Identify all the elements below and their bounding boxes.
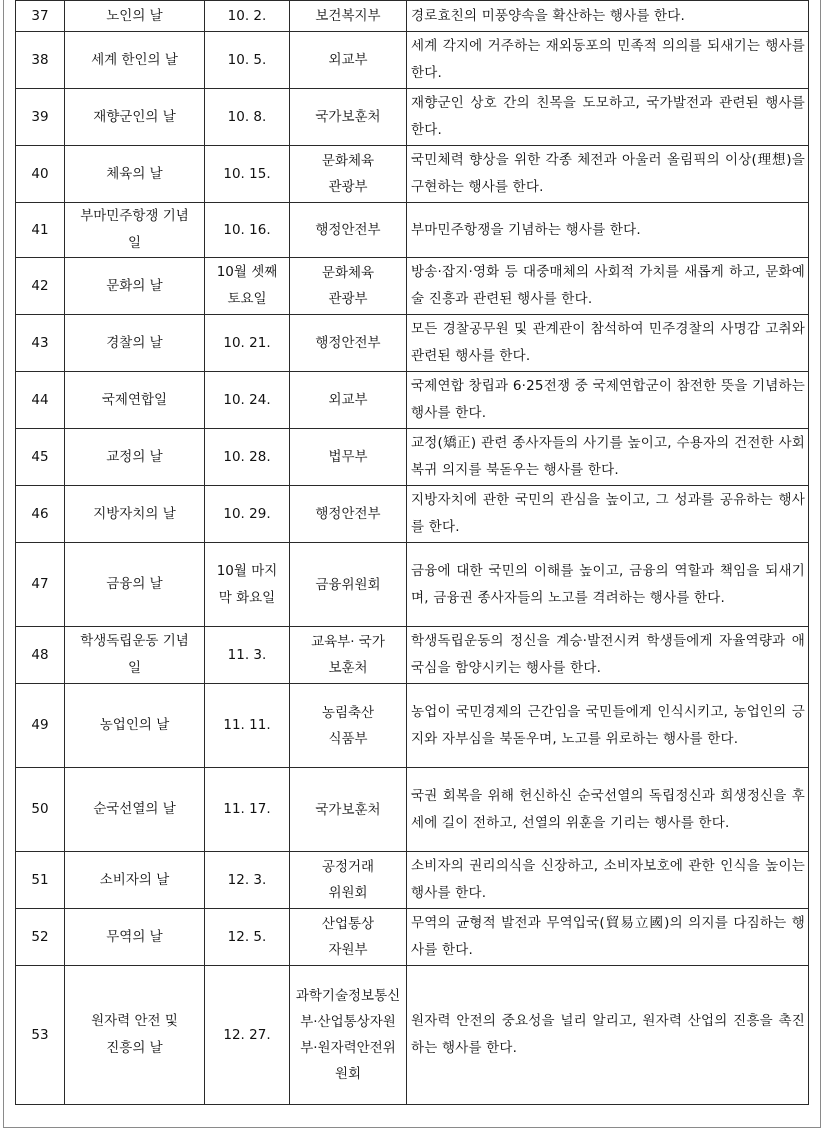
ministry-cell bbox=[290, 768, 407, 852]
day-date-cell bbox=[205, 909, 290, 966]
row-number: 44 bbox=[31, 391, 49, 408]
day-name-cell bbox=[65, 909, 205, 966]
day-date-cell bbox=[205, 372, 290, 429]
day-name-cell bbox=[65, 684, 205, 768]
table-row bbox=[16, 372, 809, 429]
ministry: 행정안전부 bbox=[315, 506, 381, 522]
ministry-cell bbox=[290, 203, 407, 258]
table-row bbox=[16, 627, 809, 684]
ministry-cell bbox=[290, 89, 407, 146]
day-date: 12. 3. bbox=[227, 871, 267, 888]
ministry: 문화체육 관광부 bbox=[321, 153, 375, 195]
table-row bbox=[16, 909, 809, 966]
day-date: 10월 셋째 토요일 bbox=[216, 264, 278, 307]
ministry: 법무부 bbox=[328, 449, 368, 465]
description: 부마민주항쟁을 기념하는 행사를 한다. bbox=[411, 221, 641, 238]
row-number-cell bbox=[16, 768, 65, 852]
description: 지방자치에 관한 국민의 관심을 높이고, 그 성과를 공유하는 행사를 한다. bbox=[411, 492, 805, 535]
day-date: 12. 27. bbox=[223, 1026, 271, 1043]
description: 국제연합 창립과 6·25전쟁 중 국제연합군이 참전한 뜻을 기념하는 행사를 한다. bbox=[411, 378, 805, 421]
description-cell bbox=[407, 1, 809, 32]
day-date-cell bbox=[205, 146, 290, 203]
day-name: 체육의 날 bbox=[106, 165, 163, 182]
row-number: 46 bbox=[31, 505, 49, 522]
row-number: 49 bbox=[31, 717, 49, 733]
row-number: 39 bbox=[31, 108, 49, 125]
ministry-cell bbox=[290, 429, 407, 486]
day-name-cell bbox=[65, 543, 205, 627]
commemoration-days-table bbox=[15, 0, 809, 1105]
ministry-cell bbox=[290, 372, 407, 429]
ministry-cell bbox=[290, 1, 407, 32]
row-number-cell bbox=[16, 258, 65, 315]
description-cell bbox=[407, 909, 809, 966]
description-cell bbox=[407, 486, 809, 543]
day-date: 10. 28. bbox=[223, 448, 271, 465]
table-row bbox=[16, 486, 809, 543]
ministry-cell bbox=[290, 966, 407, 1105]
description-cell bbox=[407, 315, 809, 372]
row-number-cell bbox=[16, 203, 65, 258]
description-cell bbox=[407, 258, 809, 315]
day-date: 10. 16. bbox=[223, 221, 271, 238]
row-number: 51 bbox=[31, 871, 49, 888]
table-row bbox=[16, 146, 809, 203]
day-name: 재향군인의 날 bbox=[93, 108, 176, 125]
ministry: 과학기술정보통신부·산업통상자원부·원자력안전위원회 bbox=[295, 988, 401, 1082]
row-number-cell bbox=[16, 146, 65, 203]
description: 국권 회복을 위해 헌신하신 순국선열의 독립정신과 희생정신을 후세에 길이 전하고, 선열의 위훈을 기리는 행사를 한다. bbox=[411, 787, 805, 831]
ministry: 행정안전부 bbox=[315, 335, 381, 351]
day-name: 문화의 날 bbox=[106, 277, 163, 294]
day-date: 11. 11. bbox=[223, 717, 271, 733]
ministry: 보건복지부 bbox=[315, 8, 381, 24]
day-name: 국제연합일 bbox=[101, 391, 168, 408]
row-number-cell bbox=[16, 32, 65, 89]
ministry: 공정거래 위원회 bbox=[321, 859, 375, 901]
row-number-cell bbox=[16, 1, 65, 32]
row-number: 42 bbox=[31, 277, 49, 294]
table-row bbox=[16, 1, 809, 32]
description: 학생독립운동의 정신을 계승·발전시켜 학생들에게 자율역량과 애국심을 함양시키는 행사를 한다. bbox=[411, 633, 805, 676]
day-date: 10월 마지막 화요일 bbox=[216, 562, 278, 606]
description-cell bbox=[407, 203, 809, 258]
day-name-cell bbox=[65, 429, 205, 486]
row-number-cell bbox=[16, 909, 65, 966]
table-row bbox=[16, 852, 809, 909]
ministry-cell bbox=[290, 315, 407, 372]
day-name-cell bbox=[65, 203, 205, 258]
day-date: 10. 15. bbox=[223, 165, 271, 182]
row-number-cell bbox=[16, 627, 65, 684]
day-date-cell bbox=[205, 486, 290, 543]
row-number-cell bbox=[16, 684, 65, 768]
ministry-cell bbox=[290, 486, 407, 543]
row-number: 45 bbox=[31, 448, 49, 465]
description-cell bbox=[407, 684, 809, 768]
ministry: 농림축산 식품부 bbox=[321, 704, 375, 747]
description-cell bbox=[407, 32, 809, 89]
day-date: 10. 21. bbox=[223, 334, 271, 351]
day-name-cell bbox=[65, 372, 205, 429]
day-name-cell bbox=[65, 852, 205, 909]
day-name-cell bbox=[65, 627, 205, 684]
day-date-cell bbox=[205, 258, 290, 315]
row-number-cell bbox=[16, 543, 65, 627]
day-date-cell bbox=[205, 852, 290, 909]
row-number-cell bbox=[16, 89, 65, 146]
description: 세계 각지에 거주하는 재외동포의 민족적 의의를 되새기는 행사를 한다. bbox=[411, 38, 805, 81]
row-number: 52 bbox=[31, 928, 49, 945]
day-date-cell bbox=[205, 315, 290, 372]
day-date-cell bbox=[205, 89, 290, 146]
description: 교정(矯正) 관련 종사자들의 사기를 높이고, 수용자의 건전한 사회복귀 의지를 북돋우는 행사를 한다. bbox=[411, 435, 805, 478]
ministry: 외교부 bbox=[328, 52, 368, 68]
day-name: 부마민주항쟁 기념일 bbox=[80, 208, 189, 251]
table-row bbox=[16, 315, 809, 372]
day-name: 원자력 안전 및 진흥의 날 bbox=[91, 1013, 178, 1056]
day-date-cell bbox=[205, 966, 290, 1105]
description-cell bbox=[407, 372, 809, 429]
table-row bbox=[16, 684, 809, 768]
row-number-cell bbox=[16, 486, 65, 543]
description: 재향군인 상호 간의 친목을 도모하고, 국가발전과 관련된 행사를 한다. bbox=[411, 95, 805, 138]
description-cell bbox=[407, 429, 809, 486]
ministry-cell bbox=[290, 258, 407, 315]
day-name-cell bbox=[65, 768, 205, 852]
description-cell bbox=[407, 966, 809, 1105]
day-date-cell bbox=[205, 627, 290, 684]
row-number: 47 bbox=[31, 576, 49, 592]
row-number-cell bbox=[16, 852, 65, 909]
ministry-cell bbox=[290, 627, 407, 684]
day-date: 11. 17. bbox=[223, 801, 271, 817]
day-date: 10. 8. bbox=[227, 108, 267, 125]
day-name-cell bbox=[65, 966, 205, 1105]
description: 국민체력 향상을 위한 각종 체전과 아울러 올림픽의 이상(理想)을 구현하는 행사를 한다. bbox=[411, 152, 805, 195]
ministry: 국가보훈처 bbox=[315, 109, 381, 125]
day-name-cell bbox=[65, 146, 205, 203]
ministry: 국가보훈처 bbox=[315, 801, 381, 818]
day-date-cell bbox=[205, 1, 290, 32]
day-date-cell bbox=[205, 203, 290, 258]
row-number: 50 bbox=[31, 801, 49, 817]
day-name-cell bbox=[65, 258, 205, 315]
day-date-cell bbox=[205, 543, 290, 627]
day-name: 무역의 날 bbox=[106, 928, 163, 945]
table-row bbox=[16, 768, 809, 852]
day-name: 학생독립운동 기념일 bbox=[80, 633, 189, 676]
description: 원자력 안전의 중요성을 널리 알리고, 원자력 산업의 진흥을 촉진하는 행사를 한다. bbox=[411, 1013, 805, 1056]
ministry-cell bbox=[290, 684, 407, 768]
row-number: 40 bbox=[31, 165, 49, 182]
description: 경로효친의 미풍양속을 확산하는 행사를 한다. bbox=[411, 7, 686, 24]
description: 금융에 대한 국민의 이해를 높이고, 금융의 역할과 책임을 되새기며, 금융권 종사자들의 노고를 격려하는 행사를 한다. bbox=[411, 562, 805, 606]
table-row bbox=[16, 543, 809, 627]
day-name: 농업인의 날 bbox=[99, 717, 170, 733]
ministry: 교육부· 국가보훈처 bbox=[311, 634, 385, 676]
row-number-cell bbox=[16, 966, 65, 1105]
day-date: 10. 5. bbox=[227, 51, 267, 68]
row-number-cell bbox=[16, 315, 65, 372]
ministry-cell bbox=[290, 543, 407, 627]
ministry: 외교부 bbox=[328, 392, 368, 408]
row-number: 41 bbox=[31, 221, 49, 238]
row-number: 53 bbox=[31, 1026, 49, 1043]
day-date: 10. 2. bbox=[227, 7, 267, 24]
ministry: 문화체육 관광부 bbox=[321, 265, 375, 307]
ministry-cell bbox=[290, 909, 407, 966]
description-cell bbox=[407, 627, 809, 684]
day-name: 세계 한인의 날 bbox=[91, 51, 178, 68]
table-row bbox=[16, 966, 809, 1105]
row-number: 43 bbox=[31, 334, 49, 351]
row-number-cell bbox=[16, 372, 65, 429]
day-date-cell bbox=[205, 684, 290, 768]
day-date: 11. 3. bbox=[227, 646, 267, 663]
description: 소비자의 권리의식을 신장하고, 소비자보호에 관한 인식을 높이는 행사를 한다. bbox=[411, 858, 805, 901]
day-name-cell bbox=[65, 89, 205, 146]
table-row bbox=[16, 89, 809, 146]
day-date-cell bbox=[205, 768, 290, 852]
day-name: 노인의 날 bbox=[106, 7, 163, 24]
day-name-cell bbox=[65, 1, 205, 32]
day-name: 금융의 날 bbox=[106, 576, 163, 592]
description-cell bbox=[407, 768, 809, 852]
ministry-cell bbox=[290, 852, 407, 909]
table-row bbox=[16, 32, 809, 89]
description-cell bbox=[407, 146, 809, 203]
table-row bbox=[16, 203, 809, 258]
row-number: 48 bbox=[31, 646, 49, 663]
row-number-cell bbox=[16, 429, 65, 486]
description: 방송·잡지·영화 등 대중매체의 사회적 가치를 새롭게 하고, 문화예술 진흥과 관련된 행사를 한다. bbox=[411, 264, 805, 307]
row-number: 37 bbox=[31, 7, 49, 24]
day-name: 지방자치의 날 bbox=[93, 505, 176, 522]
day-name: 소비자의 날 bbox=[99, 871, 170, 888]
ministry: 행정안전부 bbox=[315, 222, 381, 238]
day-date: 12. 5. bbox=[227, 928, 267, 945]
day-name: 교정의 날 bbox=[106, 448, 163, 465]
day-date: 10. 24. bbox=[223, 391, 271, 408]
row-number: 38 bbox=[31, 51, 49, 68]
description: 농업이 국민경제의 근간임을 국민들에게 인식시키고, 농업인의 긍지와 자부심을 북돋우며, 노고를 위로하는 행사를 한다. bbox=[411, 703, 805, 747]
day-name: 순국선열의 날 bbox=[93, 801, 176, 817]
day-name-cell bbox=[65, 315, 205, 372]
day-date: 10. 29. bbox=[223, 505, 271, 522]
ministry: 금융위원회 bbox=[315, 576, 381, 593]
table-row bbox=[16, 429, 809, 486]
table-row bbox=[16, 258, 809, 315]
description-cell bbox=[407, 543, 809, 627]
day-name: 경찰의 날 bbox=[106, 334, 163, 351]
ministry-cell bbox=[290, 146, 407, 203]
description-cell bbox=[407, 89, 809, 146]
day-name-cell bbox=[65, 32, 205, 89]
day-date-cell bbox=[205, 32, 290, 89]
ministry: 산업통상 자원부 bbox=[321, 916, 375, 958]
description-cell bbox=[407, 852, 809, 909]
day-name-cell bbox=[65, 486, 205, 543]
description: 무역의 균형적 발전과 무역입국(貿易立國)의 의지를 다짐하는 행사를 한다. bbox=[411, 915, 805, 958]
day-date-cell bbox=[205, 429, 290, 486]
description: 모든 경찰공무원 및 관계관이 참석하여 민주경찰의 사명감 고취와 관련된 행사를 한다. bbox=[411, 321, 805, 364]
ministry-cell bbox=[290, 32, 407, 89]
